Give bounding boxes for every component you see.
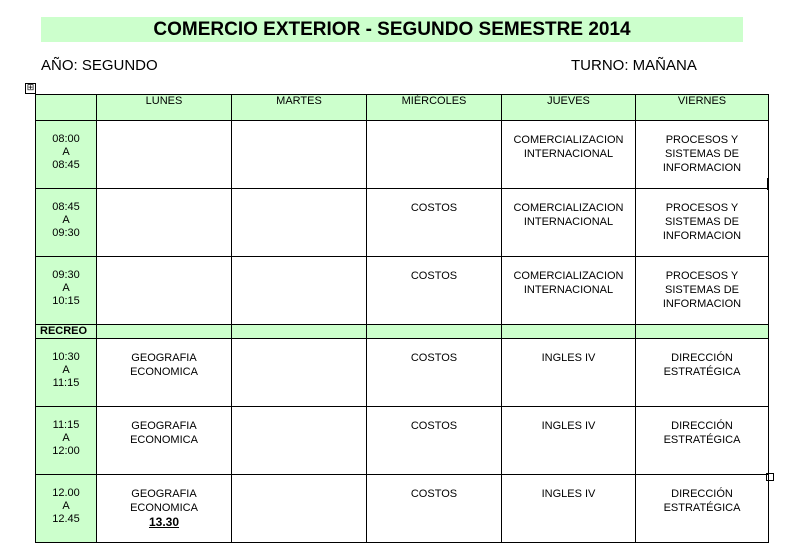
day-header-miercoles: MIÉRCOLES [367, 95, 502, 121]
time-cell [36, 121, 97, 189]
subject-cell-martes[interactable] [232, 339, 367, 407]
cell-text-line: COSTOS [410, 270, 458, 282]
subject-cell-miércoles[interactable] [367, 257, 502, 325]
subject-cell-lunes[interactable] [97, 339, 232, 407]
cell-text-line: GEOGRAFIA [131, 488, 197, 500]
cell-text-line: ECONOMICA [130, 366, 198, 378]
time-slot-row [36, 189, 769, 257]
cell-text-line: GEOGRAFIA [131, 352, 197, 364]
cell-text-line: COMERCIALIZACION [513, 202, 624, 214]
cell-text-line: INTERNACIONAL [523, 216, 614, 228]
cell-text-line: 11:15 [52, 419, 80, 431]
cell-text-line: 10:15 [52, 295, 80, 307]
time-cell [36, 339, 97, 407]
recess-row [36, 325, 769, 339]
recess-cell [367, 325, 502, 339]
time-cell [36, 407, 97, 475]
day-header-jueves: JUEVES [502, 95, 636, 121]
time-slot-row [36, 121, 769, 189]
cell-text-line: GEOGRAFIA [131, 420, 197, 432]
cell-text-line: 12.00 [52, 487, 80, 499]
day-header-lunes: LUNES [97, 95, 232, 121]
cell-text-line: 08:45 [52, 201, 80, 213]
cell-text-line: A [62, 282, 70, 294]
cell-text-line: COSTOS [410, 420, 458, 432]
cell-text-line: INFORMACION [662, 298, 742, 310]
subject-cell-martes[interactable] [232, 189, 367, 257]
cell-text-line: A [62, 500, 70, 512]
day-header-martes: MARTES [232, 95, 367, 121]
subject-cell-jueves[interactable] [502, 257, 636, 325]
recess-cell [636, 325, 769, 339]
cell-text-line: 11:15 [52, 377, 80, 389]
cell-text-line: 12:00 [52, 445, 80, 457]
subject-cell-miércoles[interactable] [367, 407, 502, 475]
subject-cell-lunes[interactable] [97, 121, 232, 189]
recess-label: RECREO [36, 325, 97, 339]
subject-cell-martes[interactable] [232, 257, 367, 325]
subject-cell-miércoles[interactable] [367, 475, 502, 543]
cell-text-line: COMERCIALIZACION [513, 270, 624, 282]
cell-text-line: 09:30 [52, 269, 80, 281]
subject-cell-jueves[interactable] [502, 339, 636, 407]
cell-text-line: SISTEMAS DE [665, 284, 739, 296]
recess-cell [502, 325, 636, 339]
cell-text-line: A [62, 146, 70, 158]
cell-text-line: INFORMACION [662, 162, 742, 174]
cell-text-line: COSTOS [410, 202, 458, 214]
cell-text-line: COMERCIALIZACION [513, 134, 624, 146]
recess-cell [97, 325, 232, 339]
corner-cell [36, 95, 97, 121]
cell-text-line: INTERNACIONAL [523, 148, 614, 160]
cell-text-line: INFORMACION [662, 230, 742, 242]
cell-text-line: ECONOMICA [130, 434, 198, 446]
cell-text-line: INGLES IV [541, 352, 596, 364]
subject-cell-lunes[interactable] [97, 189, 232, 257]
cell-text-line: INGLES IV [541, 488, 596, 500]
subject-cell-miércoles[interactable] [367, 339, 502, 407]
time-slot-row [36, 407, 769, 475]
recess-cell [232, 325, 367, 339]
subject-cell-viernes[interactable] [636, 257, 769, 325]
subject-cell-jueves[interactable] [502, 121, 636, 189]
cell-text-line: PROCESOS Y [665, 134, 739, 146]
cell-text-line: 08:45 [52, 159, 80, 171]
time-cell [36, 189, 97, 257]
subject-cell-jueves[interactable] [502, 475, 636, 543]
cell-text-line: ECONOMICA [130, 502, 198, 514]
cell-text-line: DIRECCIÓN [671, 420, 733, 432]
subject-cell-miércoles[interactable] [367, 121, 502, 189]
subject-cell-viernes[interactable] [636, 339, 769, 407]
cell-text-line: A [62, 432, 70, 444]
cell-text-line: A [62, 364, 70, 376]
cell-text-line: INTERNACIONAL [523, 284, 614, 296]
cell-text-line: 08:00 [52, 133, 80, 145]
subject-cell-miércoles[interactable] [367, 189, 502, 257]
subject-cell-martes[interactable] [232, 475, 367, 543]
cell-text-line: PROCESOS Y [665, 202, 739, 214]
subject-cell-lunes[interactable] [97, 257, 232, 325]
cell-text-line: COSTOS [410, 488, 458, 500]
subject-cell-viernes[interactable] [636, 407, 769, 475]
time-slot-row [36, 339, 769, 407]
table-move-handle-icon[interactable]: ⊞ [26, 83, 35, 93]
schedule-table [35, 94, 769, 543]
day-header-viernes: VIERNES [636, 95, 769, 121]
cell-text-line: ESTRATÉGICA [663, 434, 741, 446]
cell-text-line: DIRECCIÓN [671, 488, 733, 500]
time-cell [36, 257, 97, 325]
subject-cell-viernes[interactable] [636, 475, 769, 543]
cell-text-line: PROCESOS Y [665, 270, 739, 282]
extra-time-note: 13.30 [148, 515, 180, 529]
cell-text-line: SISTEMAS DE [665, 216, 739, 228]
subject-cell-viernes[interactable] [636, 189, 769, 257]
subject-cell-martes[interactable] [232, 407, 367, 475]
subject-cell-lunes[interactable] [97, 475, 232, 543]
cell-text-line: 10:30 [52, 351, 80, 363]
cell-text-line: COSTOS [410, 352, 458, 364]
cell-text-line: A [62, 214, 70, 226]
shift-label: TURNO: MAÑANA [571, 57, 697, 74]
time-slot-row [36, 475, 769, 543]
cell-text-line: INGLES IV [541, 420, 596, 432]
time-cell [36, 475, 97, 543]
day-header-row [36, 95, 769, 121]
subject-cell-viernes[interactable] [636, 121, 769, 189]
cell-text-line: 09:30 [52, 227, 80, 239]
cell-text-line: DIRECCIÓN [671, 352, 733, 364]
document-title: COMERCIO EXTERIOR - SEGUNDO SEMESTRE 2014 [41, 17, 743, 42]
subject-cell-martes[interactable] [232, 121, 367, 189]
year-label: AÑO: SEGUNDO [41, 57, 158, 74]
subject-cell-lunes[interactable] [97, 407, 232, 475]
time-slot-row [36, 257, 769, 325]
cell-text-line: ESTRATÉGICA [663, 366, 741, 378]
subject-cell-jueves[interactable] [502, 189, 636, 257]
subject-cell-jueves[interactable] [502, 407, 636, 475]
cell-text-line: SISTEMAS DE [665, 148, 739, 160]
cell-text-line: ESTRATÉGICA [663, 502, 741, 514]
cell-text-line: 12.45 [52, 513, 80, 525]
